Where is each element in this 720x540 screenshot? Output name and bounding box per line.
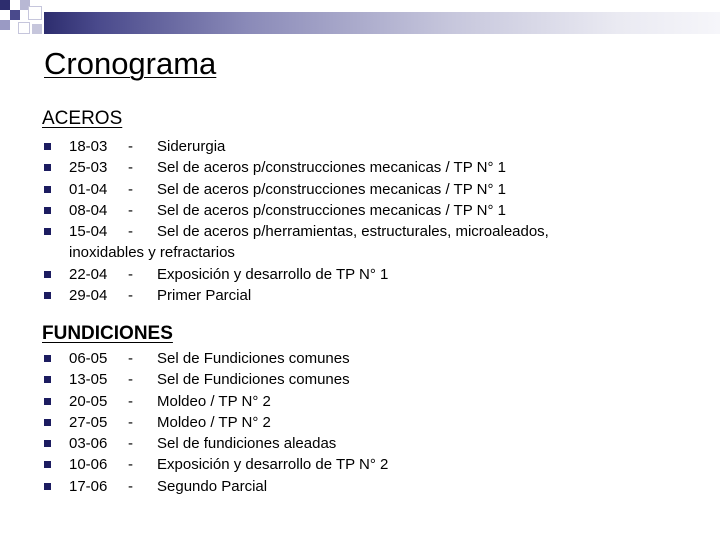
item-dash: - [128, 456, 133, 474]
item-date: 29-04 [69, 287, 108, 305]
item-date: 03-06 [69, 435, 108, 453]
item-dash: - [128, 435, 133, 453]
item-date: 15-04 [69, 223, 108, 241]
slide-title: Cronograma [44, 46, 217, 81]
deco-square-icon [28, 6, 42, 20]
square-bullet-icon [44, 228, 51, 235]
item-date: 27-05 [69, 413, 108, 431]
item-text: Moldeo / TP N° 2 [157, 413, 271, 431]
item-date: 08-04 [69, 201, 108, 219]
item-date: 25-03 [69, 159, 108, 177]
item-dash: - [128, 201, 133, 219]
item-date: 17-06 [69, 477, 108, 495]
item-text: Moldeo / TP N° 2 [157, 392, 271, 410]
square-bullet-icon [44, 440, 51, 447]
item-date: 13-05 [69, 371, 108, 389]
item-date: 10-06 [69, 456, 108, 474]
item-text: Sel de aceros p/construcciones mecanicas / TP N° 1 [157, 201, 506, 219]
section-heading-aceros: ACEROS [42, 108, 123, 129]
item-text: Primer Parcial [157, 287, 252, 305]
item-dash: - [128, 350, 133, 367]
item-dash: - [128, 159, 133, 177]
square-bullet-icon [44, 292, 51, 299]
item-text: Sel de Fundiciones comunes [157, 350, 350, 367]
item-text: Exposición y desarrollo de TP N° 1 [157, 265, 389, 283]
square-bullet-icon [44, 207, 51, 214]
item-text: Sel de Fundiciones comunes [157, 371, 350, 389]
item-text: Siderurgia [157, 138, 226, 155]
item-text: Sel de fundiciones aleadas [157, 435, 337, 453]
item-date: 18-03 [69, 138, 108, 155]
item-dash: - [128, 287, 133, 305]
square-bullet-icon [44, 271, 51, 278]
item-text: Exposición y desarrollo de TP N° 2 [157, 456, 389, 474]
item-dash: - [128, 223, 133, 241]
item-dash: - [128, 413, 133, 431]
item-text: Sel de aceros p/herramientas, estructurales, microaleados, [157, 223, 549, 241]
item-text: Sel de aceros p/construcciones mecanicas / TP N° 1 [157, 159, 506, 177]
item-dash: - [128, 138, 133, 155]
square-bullet-icon [44, 398, 51, 405]
square-bullet-icon [44, 419, 51, 426]
deco-square-icon [0, 20, 10, 30]
square-bullet-icon [44, 376, 51, 383]
item-text-continuation: inoxidables y refractarios [69, 244, 235, 262]
item-text: Segundo Parcial [157, 477, 268, 495]
square-bullet-icon [44, 143, 51, 150]
item-date: 01-04 [69, 180, 108, 198]
item-date: 06-05 [69, 350, 108, 367]
item-dash: - [128, 477, 133, 495]
square-bullet-icon [44, 483, 51, 490]
section-heading-fundiciones: FUNDICIONES [42, 323, 173, 344]
deco-square-icon [0, 0, 10, 10]
square-bullet-icon [44, 461, 51, 468]
square-bullet-icon [44, 164, 51, 171]
deco-square-icon [32, 24, 42, 34]
header-gradient-band [44, 12, 720, 34]
item-dash: - [128, 180, 133, 198]
item-date: 20-05 [69, 392, 108, 410]
item-date: 22-04 [69, 265, 108, 283]
deco-square-icon [10, 10, 20, 20]
item-text: Sel de aceros p/construcciones mecanicas / TP N° 1 [157, 180, 506, 198]
item-dash: - [128, 371, 133, 389]
deco-square-icon [18, 22, 30, 34]
square-bullet-icon [44, 355, 51, 362]
item-dash: - [128, 392, 133, 410]
item-dash: - [128, 265, 133, 283]
square-bullet-icon [44, 186, 51, 193]
